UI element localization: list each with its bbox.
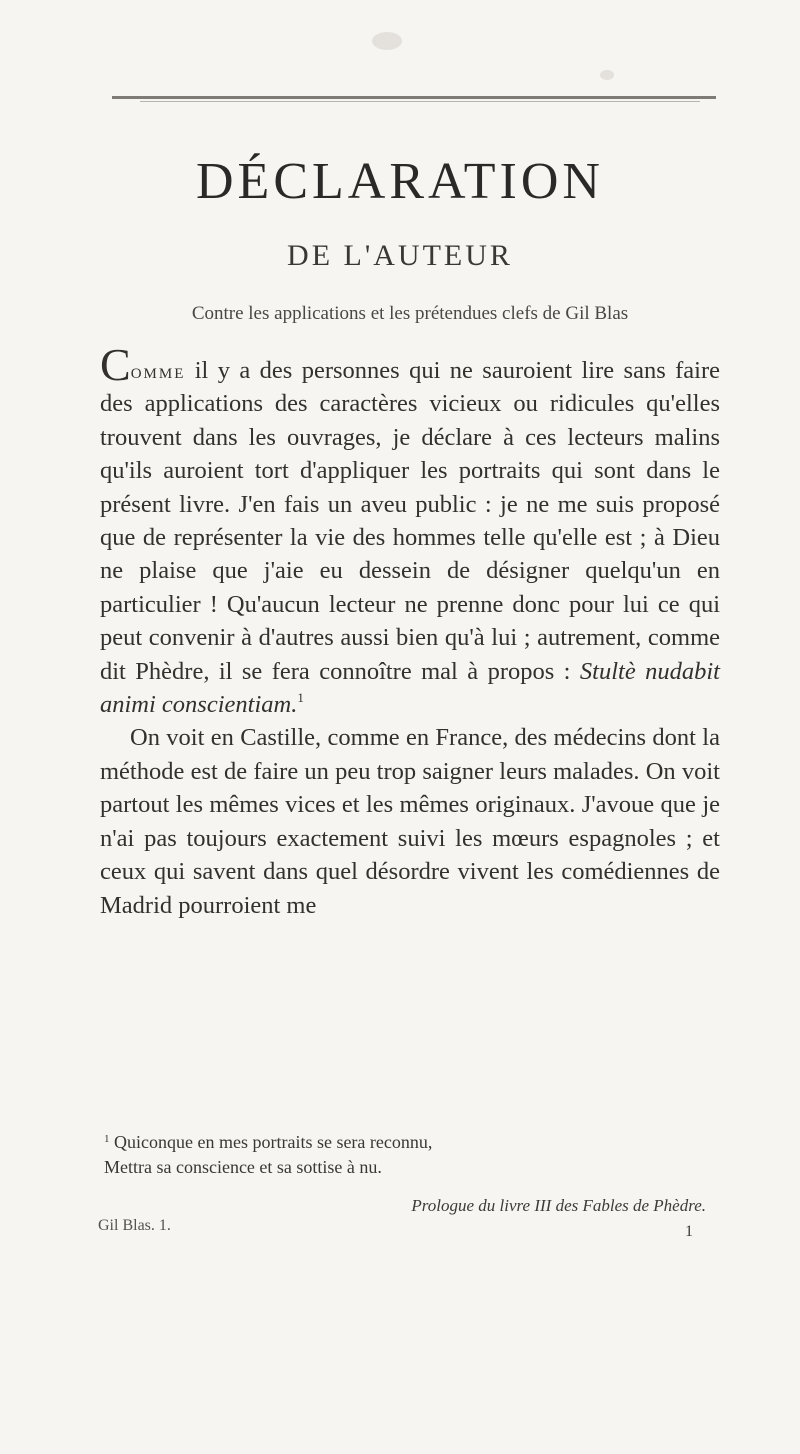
footnote-reference[interactable]: 1 [297,690,304,706]
footnote-line-1-text: Quiconque en mes portraits se sera reconnu, [114,1132,433,1152]
paper-stain [600,70,614,80]
footnote-line-1 [104,1130,716,1155]
paper-stain [372,32,402,50]
main-text [100,339,720,922]
header-rule [112,96,716,99]
footnote-source: Prologue du livre III des Fables de Phèdre. [411,1196,706,1215]
page-caption: Contre les applications et les prétendues clefs de Gil Blas [191,303,629,324]
footnote-line-2: Mettra sa conscience et sa sottise à nu. [104,1157,382,1177]
paragraph-1-text: il y a des personnes qui ne sauroient lire sans faire des applications des caractères vicieux ou ridicules qu'elles trouvent dans les ouvrages, je déclare à ces lecteurs malins qu'ils auroient tort d'appliquer les portraits qui sont dans le présent livre. J'en fais un aveu public : je ne me suis proposé que de représenter la vie des hommes telle qu'elle est ; à Dieu ne plaise que j'aie eu dessein de désigner quelqu'un en particulier ! Qu'aucun lecteur ne prenne donc pour lui ce qui peut convenir à d'autres aussi bien qu'à lui ; autrement, comme dit Phèdre, il se fera connoître mal à propos : [100,357,720,685]
page-title: DÉCLARATION [196,153,604,210]
footnote [104,1130,716,1180]
lead-word: omme [130,358,186,383]
latin-quote: Stultè nudabit animi conscientiam. [100,657,720,719]
footnote-marker: 1 [104,1133,110,1145]
header-rule-thin [140,101,700,102]
drop-cap: C [100,339,131,390]
paragraph-1 [100,339,720,721]
paragraph-2: On voit en Castille, comme en France, des médecins dont la méthode est de faire un peu trop saigner leurs malades. On voit partout les mêmes vices et les mêmes originaux. J'avoue que je n'ai pas toujours exactement suivi les mœurs espagnoles ; et ceux qui savent dans quel désordre vivent les comédiennes de Madrid pourroient me [100,724,720,919]
page-subtitle: DE L'AUTEUR [287,239,513,272]
sheet-number: 1 [685,1223,693,1240]
printer-signature: Gil Blas. 1. [98,1217,171,1234]
